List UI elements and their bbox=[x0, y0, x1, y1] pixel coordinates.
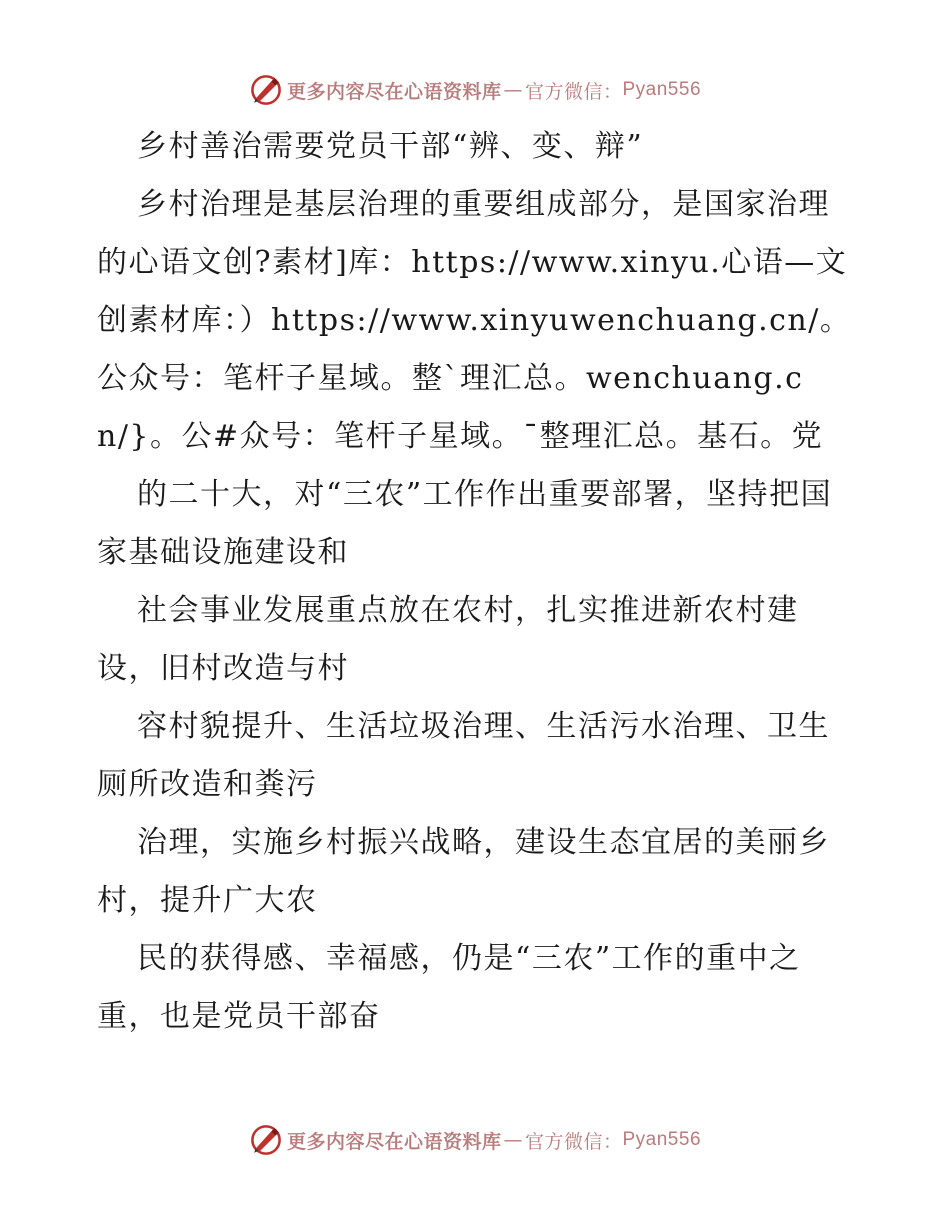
header-brand-text: 更多内容尽在心语资料库 bbox=[286, 80, 502, 103]
header-wechat-label: 官方微信： bbox=[524, 80, 623, 103]
header-separator: — bbox=[503, 79, 523, 101]
footer-wechat-id: Pyan556 bbox=[622, 1129, 702, 1150]
footer-banner bbox=[0, 1120, 950, 1160]
footer-brand-text: 更多内容尽在心语资料库 bbox=[286, 1130, 502, 1153]
footer-separator: — bbox=[503, 1129, 523, 1151]
pen-logo-icon bbox=[249, 73, 283, 107]
paragraph: 的二十大，对“三农”工作作出重要部署，坚持把国家基础设施建设和 bbox=[97, 477, 833, 570]
pen-logo-icon bbox=[249, 1123, 283, 1157]
paragraph: 乡村治理是基层治理的重要组成部分，是国家治理的心语文创?素材]库：https://www.xinyu.心语—文创素材库：）https://www.xinyuwenchuang.cn/。公众号：笔杆子星域。整`理汇总。wenchuang.cn/}。公#众号：笔杆子星域。¯整理汇总。基石。党 bbox=[97, 187, 852, 454]
document-title: 乡村善治需要党员干部“辨、变、辩” bbox=[137, 129, 644, 164]
paragraph: 民的获得感、幸福感，仍是“三农”工作的重中之重，也是党员干部奋 bbox=[97, 941, 801, 1034]
header-wechat-id: Pyan556 bbox=[622, 79, 702, 100]
document-body bbox=[97, 118, 857, 1046]
footer-wechat-label: 官方微信： bbox=[524, 1130, 623, 1153]
header-banner bbox=[0, 70, 950, 110]
paragraph: 治理，实施乡村振兴战略，建设生态宜居的美丽乡村，提升广大农 bbox=[97, 825, 830, 918]
paragraph: 容村貌提升、生活垃圾治理、生活污水治理、卫生厕所改造和粪污 bbox=[97, 709, 830, 802]
paragraph: 社会事业发展重点放在农村，扎实推进新农村建设，旧村改造与村 bbox=[97, 593, 799, 686]
